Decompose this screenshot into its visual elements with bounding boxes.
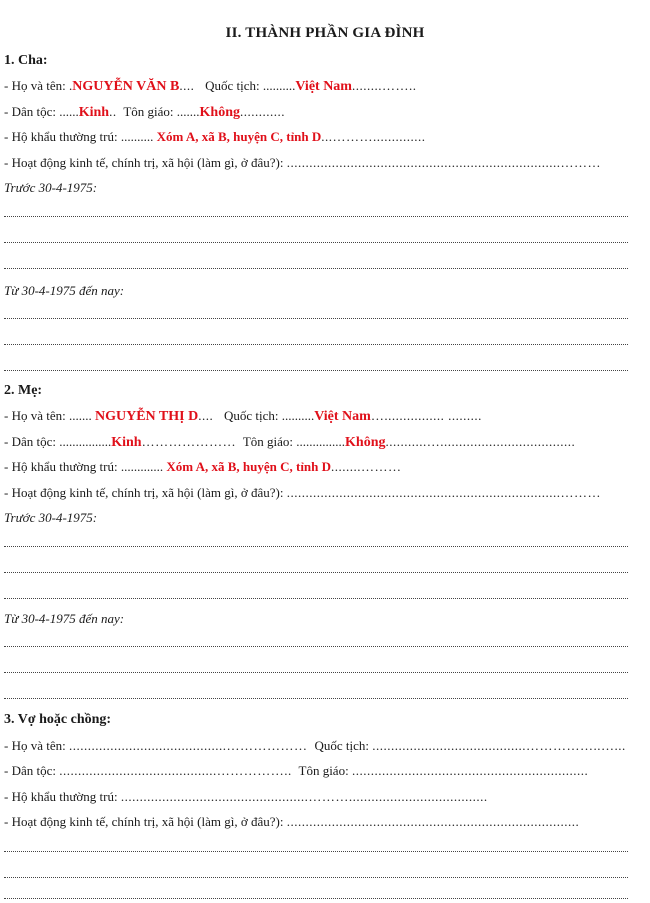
mother-nationality-label: Quốc tịch: .......... — [223, 408, 315, 423]
father-ethnicity-value[interactable]: Kinh — [78, 105, 110, 120]
mother-activity-row[interactable]: - Hoạt động kinh tế, chính trị, xã hội (làm gì, ở đâu?): .........................................................................……… — [4, 485, 601, 500]
spouse-activity-line-3[interactable] — [4, 898, 628, 899]
mother-before-line-2[interactable] — [4, 572, 628, 573]
spouse-ethnicity-row[interactable]: - Dân tộc: ..........................................…………….. Tôn giáo: ............................................................... — [4, 763, 589, 778]
mother-nationality-value[interactable]: Việt Nam — [314, 409, 371, 424]
spouse-name-label: - Họ và tên: — [4, 738, 66, 753]
mother-ethnicity-value[interactable]: Kinh — [111, 435, 142, 450]
mother-residence-row[interactable]: - Hộ khẩu thường trú: ............. Xóm A, xã B, huyện C, tỉnh D........……… — [4, 459, 402, 474]
spouse-activity-line-2[interactable] — [4, 877, 628, 878]
mother-residence-value[interactable]: Xóm A, xã B, huyện C, tỉnh D — [166, 459, 332, 474]
father-before-line-2[interactable] — [4, 242, 628, 243]
father-activity-row[interactable]: - Hoạt động kinh tế, chính trị, xã hội (làm gì, ở đâu?): .........................................................................……… — [4, 155, 601, 170]
mother-religion-value[interactable]: Không — [345, 435, 386, 450]
father-religion-label: Tôn giáo: ....... — [123, 104, 200, 119]
mother-heading: 2. Mẹ: — [4, 383, 43, 398]
father-heading: 1. Cha: — [4, 53, 48, 68]
father-ethnicity-row[interactable]: - Dân tộc: ......Kinh.. Tôn giáo: .......Không............ — [4, 104, 286, 120]
spouse-heading: 3. Vợ hoặc chồng: — [4, 712, 112, 727]
father-ethnicity-label: - Dân tộc: ...... — [4, 104, 79, 119]
mother-religion-label: Tôn giáo: ............... — [242, 434, 346, 449]
mother-before-line-1[interactable] — [4, 546, 628, 547]
mother-after-line-3[interactable] — [4, 698, 628, 699]
spouse-name-row[interactable]: - Họ và tên: ..........................................……………… Quốc tịch: .........................................……………..…... — [4, 738, 626, 753]
spouse-activity-line-1[interactable] — [4, 851, 628, 852]
mother-ethnicity-row[interactable]: - Dân tộc: ................Kinh………………… Tôn giáo: ...............Không...........….................................... — [4, 434, 576, 450]
spouse-ethnicity-label: - Dân tộc: — [4, 763, 56, 778]
father-after-line-1[interactable] — [4, 318, 628, 319]
mother-residence-label: - Hộ khẩu thường trú: ............. — [4, 459, 164, 474]
mother-after-label: Từ 30-4-1975 đến nay: — [4, 611, 125, 626]
father-residence-row[interactable]: - Hộ khẩu thường trú: .......... Xóm A, xã B, huyện C, tỉnh D...……….............. — [4, 129, 426, 144]
father-religion-value[interactable]: Không — [199, 105, 241, 120]
father-before-line-3[interactable] — [4, 268, 628, 269]
father-nationality-label: Quốc tịch: .......... — [205, 78, 296, 93]
spouse-activity-row[interactable]: - Hoạt động kinh tế, chính trị, xã hội (làm gì, ở đâu?): .............................................................................. — [4, 814, 580, 829]
section-title: II. THÀNH PHẦN GIA ĐÌNH — [225, 25, 425, 41]
spouse-activity-label: - Hoạt động kinh tế, chính trị, xã hội (làm gì, ở đâu?): — [4, 814, 284, 829]
father-before-label: Trước 30-4-1975: — [4, 180, 98, 195]
father-residence-value[interactable]: Xóm A, xã B, huyện C, tỉnh D — [156, 129, 322, 144]
father-after-line-2[interactable] — [4, 344, 628, 345]
mother-before-label: Trước 30-4-1975: — [4, 510, 98, 525]
mother-before-line-3[interactable] — [4, 598, 628, 599]
father-activity-label: - Hoạt động kinh tế, chính trị, xã hội (làm gì, ở đâu?): — [4, 155, 284, 170]
mother-name-label: - Họ và tên: ....... — [4, 408, 92, 423]
spouse-religion-label: Tôn giáo: — [298, 763, 349, 778]
spouse-nationality-label: Quốc tịch: — [314, 738, 369, 753]
father-name-value[interactable]: NGUYỄN VĂN B — [72, 79, 180, 94]
mother-name-row[interactable]: - Họ và tên: ....... NGUYỄN THỊ D.... Quốc tịch: ..........Việt Nam…................ ......... — [4, 408, 482, 424]
father-nationality-value[interactable]: Việt Nam — [295, 79, 352, 94]
mother-activity-label: - Hoạt động kinh tế, chính trị, xã hội (làm gì, ở đâu?): — [4, 485, 284, 500]
mother-after-line-1[interactable] — [4, 646, 628, 647]
mother-ethnicity-label: - Dân tộc: ................ — [4, 434, 112, 449]
father-residence-label: - Hộ khẩu thường trú: .......... — [4, 129, 154, 144]
spouse-residence-row[interactable]: - Hộ khẩu thường trú: ..................................................………..................................... — [4, 789, 488, 804]
mother-after-line-2[interactable] — [4, 672, 628, 673]
father-after-label: Từ 30-4-1975 đến nay: — [4, 283, 125, 298]
father-name-row[interactable]: - Họ và tên: .NGUYỄN VĂN B.... Quốc tịch: ..........Việt Nam........…….. — [4, 78, 417, 94]
father-name-label: - Họ và tên: . — [4, 78, 73, 93]
spouse-residence-label: - Hộ khẩu thường trú: — [4, 789, 118, 804]
father-after-line-3[interactable] — [4, 370, 628, 371]
father-before-line-1[interactable] — [4, 216, 628, 217]
mother-name-value[interactable]: NGUYỄN THỊ D — [94, 409, 199, 424]
